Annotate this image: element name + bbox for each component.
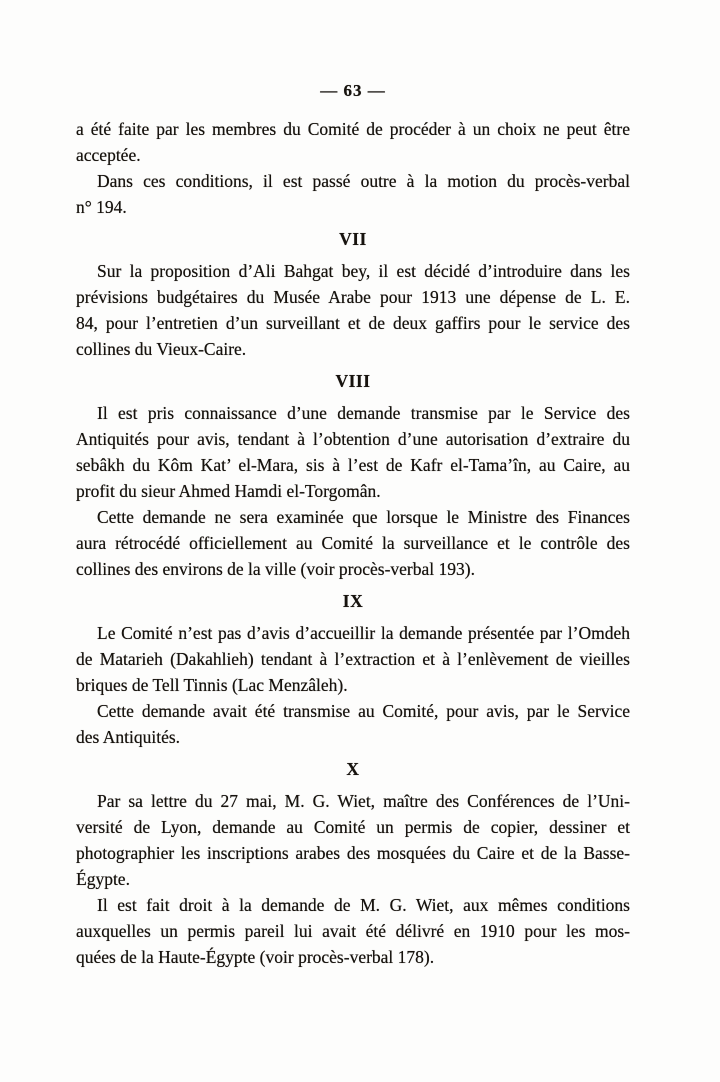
text-line: collines des environs de la ville (voir procès-verbal 193). — [76, 559, 475, 579]
section-heading: VII — [339, 229, 367, 249]
page-number: — 63 — — [320, 81, 386, 100]
text-line: Il est pris connaissance d’une demande transmise par le Service des — [97, 403, 630, 423]
section-viii — [76, 368, 630, 582]
section-vii — [76, 226, 630, 362]
text-line: Le Comité n’est pas d’avis d’accueillir la demande présentée par l’Omdeh — [97, 623, 630, 643]
text-line: Cette demande ne sera examinée que lorsque le Ministre des Finances — [97, 507, 630, 527]
paragraph — [76, 620, 630, 698]
text-line: prévisions budgétaires du Musée Arabe pour 1913 une dépense de L. E. — [76, 287, 630, 307]
text-line: acceptée. — [76, 145, 141, 165]
text-line: Égypte. — [76, 869, 130, 889]
text-line: briques de Tell Tinnis (Lac Menzâleh). — [76, 675, 348, 695]
text-line: aura rétrocédé officiellement au Comité la surveillance et le contrôle des — [76, 533, 630, 553]
section-heading: VIII — [335, 371, 371, 391]
text-line: Dans ces conditions, il est passé outre à la motion du procès-verbal — [97, 171, 630, 191]
text-line: de Matarieh (Dakahlieh) tendant à l’extraction et à l’enlèvement de vieilles — [76, 649, 630, 669]
text-line: 84, pour l’entretien d’un surveillant et de deux gaffirs pour le service des — [76, 313, 630, 333]
paragraph — [76, 168, 630, 220]
text-line: Antiquités pour avis, tendant à l’obtention d’une autorisation d’extraire du — [76, 429, 630, 449]
text-line: sebâkh du Kôm Kat’ el-Mara, sis à l’est de Kafr el-Tama’în, au Caire, au — [76, 455, 630, 475]
paragraph — [76, 116, 630, 168]
text-line: n° 194. — [76, 197, 127, 217]
text-line: Il est fait droit à la demande de M. G. Wiet, aux mêmes conditions — [97, 895, 630, 915]
section-ix — [76, 588, 630, 750]
text-line: des Antiquités. — [76, 727, 181, 747]
text-line: quées de la Haute-Égypte (voir procès-verbal 178). — [76, 947, 435, 967]
section-x — [76, 756, 630, 970]
paragraph — [76, 892, 630, 970]
section-heading: X — [346, 759, 360, 779]
text-line: auxquelles un permis pareil lui avait été délivré en 1910 pour les mos- — [76, 921, 630, 941]
paragraph — [76, 258, 630, 362]
text-line: Cette demande avait été transmise au Comité, pour avis, par le Service — [97, 701, 630, 721]
text-line: photographier les inscriptions arabes des mosquées du Caire et de la Basse- — [76, 843, 630, 863]
paragraph — [76, 788, 630, 892]
paragraph — [76, 504, 630, 582]
paragraph — [76, 400, 630, 504]
text-line: versité de Lyon, demande au Comité un permis de copier, dessiner et — [76, 817, 630, 837]
text-line: collines du Vieux-Caire. — [76, 339, 247, 359]
text-line: Par sa lettre du 27 mai, M. G. Wiet, maître des Conférences de l’Uni- — [97, 791, 630, 811]
section-heading: IX — [342, 591, 364, 611]
text-line: a été faite par les membres du Comité de procéder à un choix ne peut être — [76, 119, 630, 139]
paragraph — [76, 698, 630, 750]
text-line: profit du sieur Ahmed Hamdi el-Torgomân. — [76, 481, 381, 501]
text-line: Sur la proposition d’Ali Bahgat bey, il est décidé d’introduire dans les — [97, 261, 630, 281]
section-continuation — [76, 116, 630, 220]
